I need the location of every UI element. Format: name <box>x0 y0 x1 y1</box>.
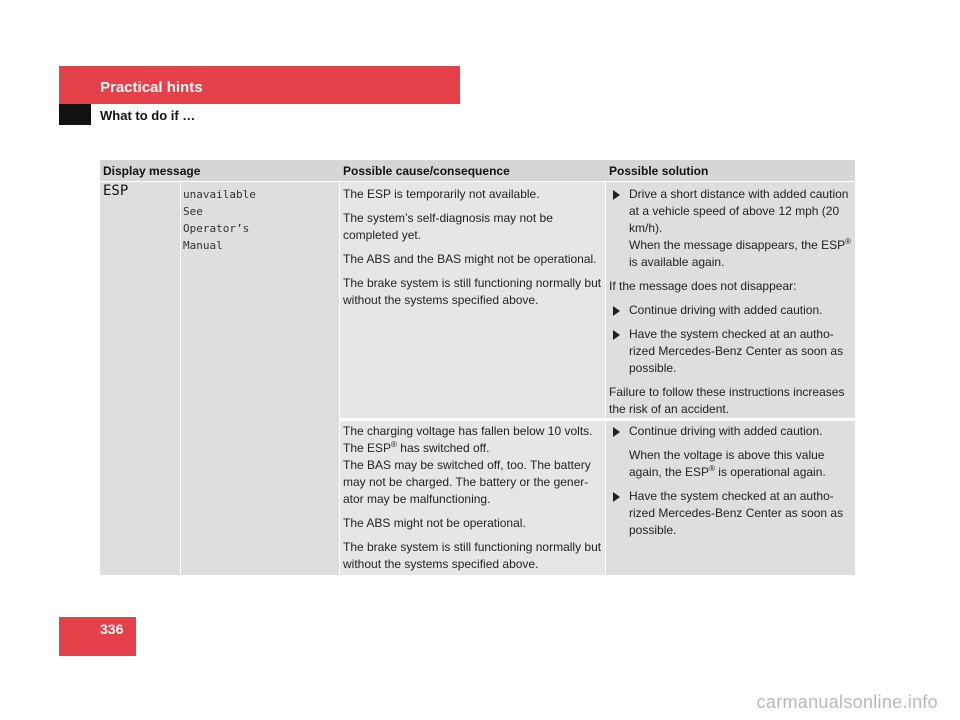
arrow-right-icon <box>613 306 620 316</box>
cause-text: The brake system is still functioning normally but without the systems specified above. <box>343 276 602 307</box>
registered-mark: ® <box>845 237 852 246</box>
cause-text: The BAS may be switched off, too. The battery may not be charged. The battery or the generator may be malfunctioning. <box>343 458 591 506</box>
solution-item <box>609 186 853 271</box>
cause-text: The ABS and the BAS might not be operational. <box>343 252 597 266</box>
arrow-right-icon <box>613 492 620 502</box>
solution-text: Continue driving with added caution. <box>629 303 823 317</box>
header-possible-solution: Possible solution <box>609 164 709 178</box>
cause-text: The brake system is still functioning normally but without the systems specified above. <box>343 540 602 571</box>
solution-condition: If the message does not disappear: <box>609 279 797 293</box>
solution-text: Have the system checked at an authorized Mercedes-Benz Center as soon as possible. <box>629 489 844 537</box>
solution-note <box>629 238 851 269</box>
code-column <box>100 182 180 575</box>
watermark: carmanualsonline.info <box>756 692 938 712</box>
display-message-text: unavailable See Operator’s Manual <box>183 188 256 252</box>
causes-list-1 <box>343 186 603 316</box>
subsection-marker <box>59 104 91 125</box>
table-header <box>100 160 855 181</box>
solution-item <box>609 423 853 440</box>
cause-text: The charging voltage has fallen below 10 volts. <box>343 424 593 438</box>
solution-text: Have the system checked at an authorized Mercedes-Benz Center as soon as possible. <box>629 327 844 375</box>
note-text: is available again. <box>629 255 725 269</box>
cause-text: The ESP is temporarily not available. <box>343 187 540 201</box>
page-number-box <box>59 617 136 656</box>
solution-item <box>609 488 853 539</box>
arrow-right-icon <box>613 330 620 340</box>
arrow-right-icon <box>613 190 620 200</box>
cause-text <box>343 440 603 457</box>
cause-text: The ABS might not be operational. <box>343 516 526 530</box>
cause-fragment: has switched off. <box>396 441 490 455</box>
header-display-message: Display message <box>103 164 201 178</box>
note-text: When the voltage is above this value again, the ESP <box>629 448 825 479</box>
section-title: Practical hints <box>100 79 203 96</box>
header-possible-cause: Possible cause/consequence <box>343 164 510 178</box>
solution-note <box>609 447 853 481</box>
solutions-list-1 <box>609 186 853 425</box>
solutions-list-2 <box>609 423 853 546</box>
registered-mark: ® <box>391 440 397 449</box>
cause-text: The system’s self-diagnosis may not be completed yet. <box>343 211 553 242</box>
subsection-title: What to do if … <box>100 108 196 123</box>
note-text: is operational again. <box>714 465 826 479</box>
solution-warning: Failure to follow these instructions increases the risk of an accident. <box>609 385 845 416</box>
causes-list-2 <box>343 423 603 580</box>
solution-text: Continue driving with added caution. <box>629 424 823 438</box>
arrow-right-icon <box>613 427 620 437</box>
solution-item <box>609 326 853 377</box>
note-text: When the message disappears, the ESP <box>629 238 846 252</box>
page-number: 336 <box>100 621 124 637</box>
solution-text: Drive a short distance with added caution at a vehicle speed of above 12 mph (20 km/h). <box>629 187 849 235</box>
display-message-table <box>100 160 855 575</box>
solution-item <box>609 302 853 319</box>
registered-mark: ® <box>709 464 715 473</box>
cause-fragment: The ESP <box>343 441 392 455</box>
display-code: ESP <box>103 183 129 199</box>
